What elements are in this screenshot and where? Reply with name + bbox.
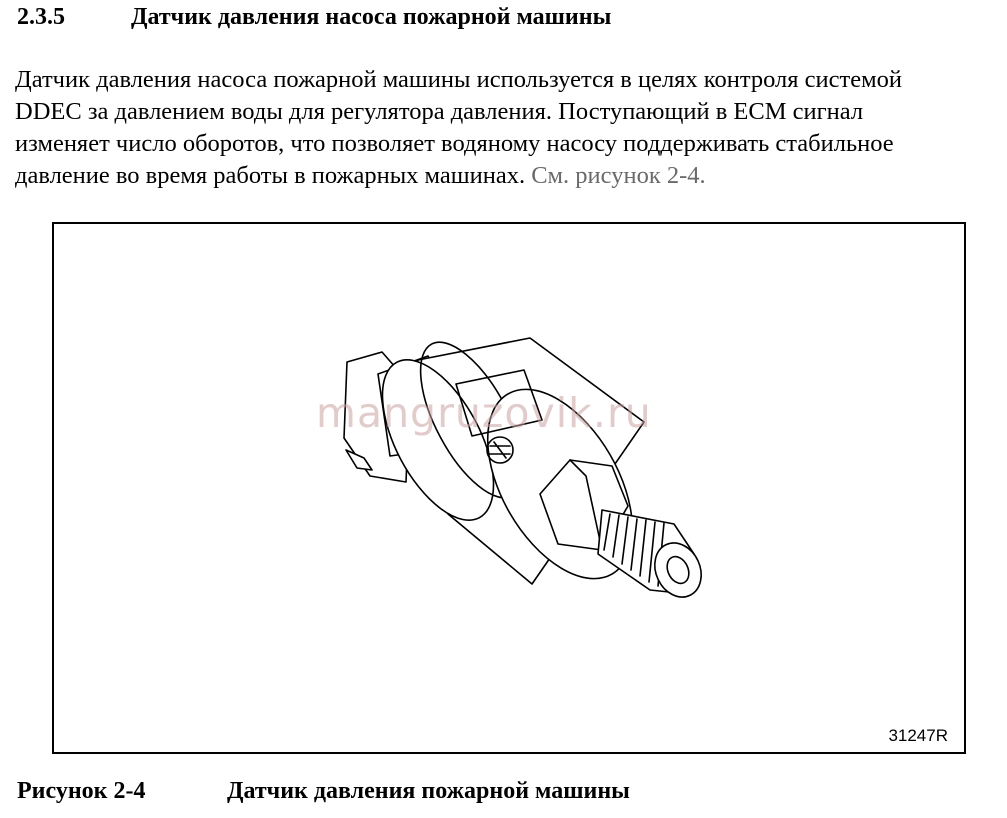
figure-caption-title: Датчик давления пожарной машины	[227, 778, 630, 804]
paragraph-line-3: изменяет число оборотов, что позволяет водяному насосу поддерживать стабильное	[15, 130, 894, 157]
paragraph-line-2: DDEC за давлением воды для регулятора давления. Поступающий в ECM сигнал	[15, 98, 864, 125]
paragraph-line-4-text: давление во время работы в пожарных машинах.	[15, 162, 526, 189]
watermark-text: mangruzovik.ru	[316, 389, 652, 437]
figure-code: 31247R	[888, 726, 948, 745]
section-heading	[17, 4, 611, 31]
section-number: 2.3.5	[17, 4, 65, 30]
figure-caption-label: Рисунок 2-4	[17, 778, 146, 804]
paragraph-line-1: Датчик давления насоса пожарной машины используется в целях контроля системой	[15, 66, 902, 93]
paragraph-line-4	[15, 160, 1000, 192]
figure-frame	[52, 222, 966, 754]
section-title: Датчик давления насоса пожарной машины	[131, 4, 612, 30]
pressure-sensor-illustration	[54, 224, 964, 752]
figure-caption	[17, 778, 630, 805]
figure-cross-reference-link[interactable]: См. рисунок 2-4.	[531, 162, 706, 189]
body-paragraph	[15, 64, 1000, 192]
